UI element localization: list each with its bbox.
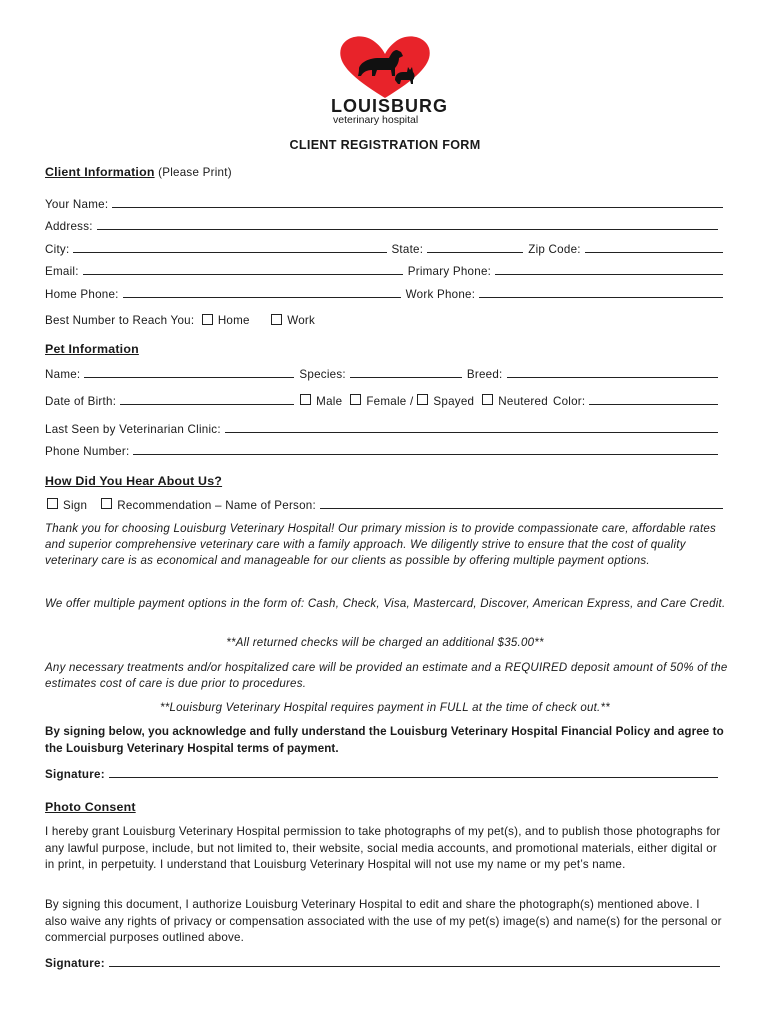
signature-field-1[interactable] — [109, 766, 718, 778]
best-number-row — [45, 314, 315, 327]
female-checkbox[interactable] — [350, 394, 361, 405]
address-row — [45, 218, 718, 233]
signature-label-2: Signature: — [45, 957, 105, 970]
species-field[interactable] — [350, 366, 462, 378]
home-phone-label: Home Phone: — [45, 288, 119, 301]
dob-field[interactable] — [120, 393, 294, 405]
breed-field[interactable] — [507, 366, 718, 378]
work-option-label: Work — [287, 314, 316, 327]
vet-phone-label: Phone Number: — [45, 445, 130, 458]
dob-row — [45, 393, 718, 408]
signature-row-1 — [45, 766, 718, 781]
photo-grant-paragraph: I hereby grant Louisburg Veterinary Hospital permission to take photographs of my pet(s), and to publish those photographs for any lawful purpose, include, but not limited to, their website, social media accounts, and promotional materials, either digital or in print, in perpetuity. I understand that Louisburg Veterinary Hospital will not use my name or my pet’s name. — [45, 825, 721, 871]
home-phone-field[interactable] — [123, 286, 401, 298]
recommendation-label: Recommendation – Name of Person: — [117, 499, 316, 512]
pet-name-label: Name: — [45, 368, 81, 381]
logo-subtitle: veterinary hospital — [333, 114, 419, 126]
male-label: Male — [316, 395, 343, 408]
zip-label: Zip Code: — [528, 243, 581, 256]
email-field[interactable] — [83, 263, 403, 275]
client-heading: Client Information — [45, 165, 155, 179]
neutered-checkbox[interactable] — [482, 394, 493, 405]
acknowledge-paragraph: By signing below, you acknowledge and fully understand the Louisburg Veterinary Hospital Financial Policy and agree to the Louisburg Veterinary Hospital terms of payment. — [45, 725, 724, 755]
dob-label: Date of Birth: — [45, 395, 117, 408]
signature-row-2 — [45, 955, 720, 970]
sign-label: Sign — [63, 499, 88, 512]
recommendation-field[interactable] — [320, 497, 723, 509]
breed-label: Breed: — [466, 368, 503, 381]
client-heading-row — [45, 165, 232, 179]
female-label: Female / — [366, 395, 414, 408]
logo-name: LOUISBURG — [331, 96, 448, 116]
signature-label-1: Signature: — [45, 768, 105, 781]
last-seen-row — [45, 421, 718, 436]
state-label: State: — [391, 243, 424, 256]
vet-phone-row — [45, 443, 718, 458]
your-name-field[interactable] — [112, 196, 723, 208]
logo — [329, 34, 448, 130]
home-phone-row — [45, 286, 723, 301]
your-name-row — [45, 196, 723, 211]
color-field[interactable] — [589, 393, 718, 405]
work-phone-label: Work Phone: — [405, 288, 476, 301]
address-label: Address: — [45, 220, 93, 233]
male-checkbox[interactable] — [300, 394, 311, 405]
pet-name-row — [45, 366, 718, 381]
recommendation-checkbox[interactable] — [101, 498, 112, 509]
best-number-label: Best Number to Reach You: — [45, 314, 195, 327]
work-phone-field[interactable] — [479, 286, 723, 298]
returned-checks-note: **All returned checks will be charged an additional $35.00** — [226, 637, 544, 649]
last-seen-label: Last Seen by Veterinarian Clinic: — [45, 423, 221, 436]
full-payment-note: **Louisburg Veterinary Hospital requires payment in FULL at the time of check out.** — [160, 702, 610, 714]
primary-phone-field[interactable] — [495, 263, 723, 275]
address-field[interactable] — [97, 218, 718, 230]
state-field[interactable] — [427, 241, 523, 253]
hear-heading: How Did You Hear About Us? — [45, 474, 223, 488]
home-checkbox[interactable] — [202, 314, 213, 325]
hear-row — [45, 497, 723, 512]
color-label: Color: — [552, 395, 586, 408]
photo-heading: Photo Consent — [45, 800, 136, 814]
client-note: (Please Print) — [158, 166, 232, 179]
zip-field[interactable] — [585, 241, 723, 253]
neutered-label: Neutered — [498, 395, 548, 408]
treatments-paragraph: Any necessary treatments and/or hospitalized care will be provided an estimate and a REQUIRED deposit amount of 50% of the estimates cost of care is due prior to procedures. — [45, 662, 728, 690]
spayed-checkbox[interactable] — [417, 394, 428, 405]
vet-phone-field[interactable] — [133, 443, 718, 455]
spayed-label: Spayed — [433, 395, 475, 408]
city-field[interactable] — [73, 241, 387, 253]
city-label: City: — [45, 243, 70, 256]
form-title: CLIENT REGISTRATION FORM — [289, 138, 481, 152]
email-row — [45, 263, 723, 278]
pet-heading: Pet Information — [45, 342, 139, 356]
signature-field-2[interactable] — [109, 955, 720, 967]
payment-paragraph: We offer multiple payment options in the form of: Cash, Check, Visa, Mastercard, Discover, American Express, and Care Credit. — [45, 598, 726, 610]
last-seen-field[interactable] — [225, 421, 718, 433]
species-label: Species: — [299, 368, 346, 381]
primary-phone-label: Primary Phone: — [407, 265, 492, 278]
home-option-label: Home — [217, 314, 250, 327]
your-name-label: Your Name: — [45, 198, 109, 211]
pet-name-field[interactable] — [84, 366, 294, 378]
city-row — [45, 241, 723, 256]
photo-authorize-paragraph: By signing this document, I authorize Louisburg Veterinary Hospital to edit and share the photograph(s) mentioned above. I also waive any rights of privacy or compensation associated with the use of my pet(s) image(s) and name(s) for the personal or commercial purposes outlined above. — [45, 898, 722, 944]
heart-pets-icon — [329, 34, 441, 100]
email-label: Email: — [45, 265, 79, 278]
thanks-paragraph: Thank you for choosing Louisburg Veterinary Hospital! Our primary mission is to provide compassionate care, affordable rates and superior comprehensive veterinary care with a family approach. We diligently strive to ensure that the cost of quality veterinary care is as economical and manageable for our clients as possible by offering multiple payment options. — [45, 523, 717, 567]
sign-checkbox[interactable] — [47, 498, 58, 509]
work-checkbox[interactable] — [271, 314, 282, 325]
